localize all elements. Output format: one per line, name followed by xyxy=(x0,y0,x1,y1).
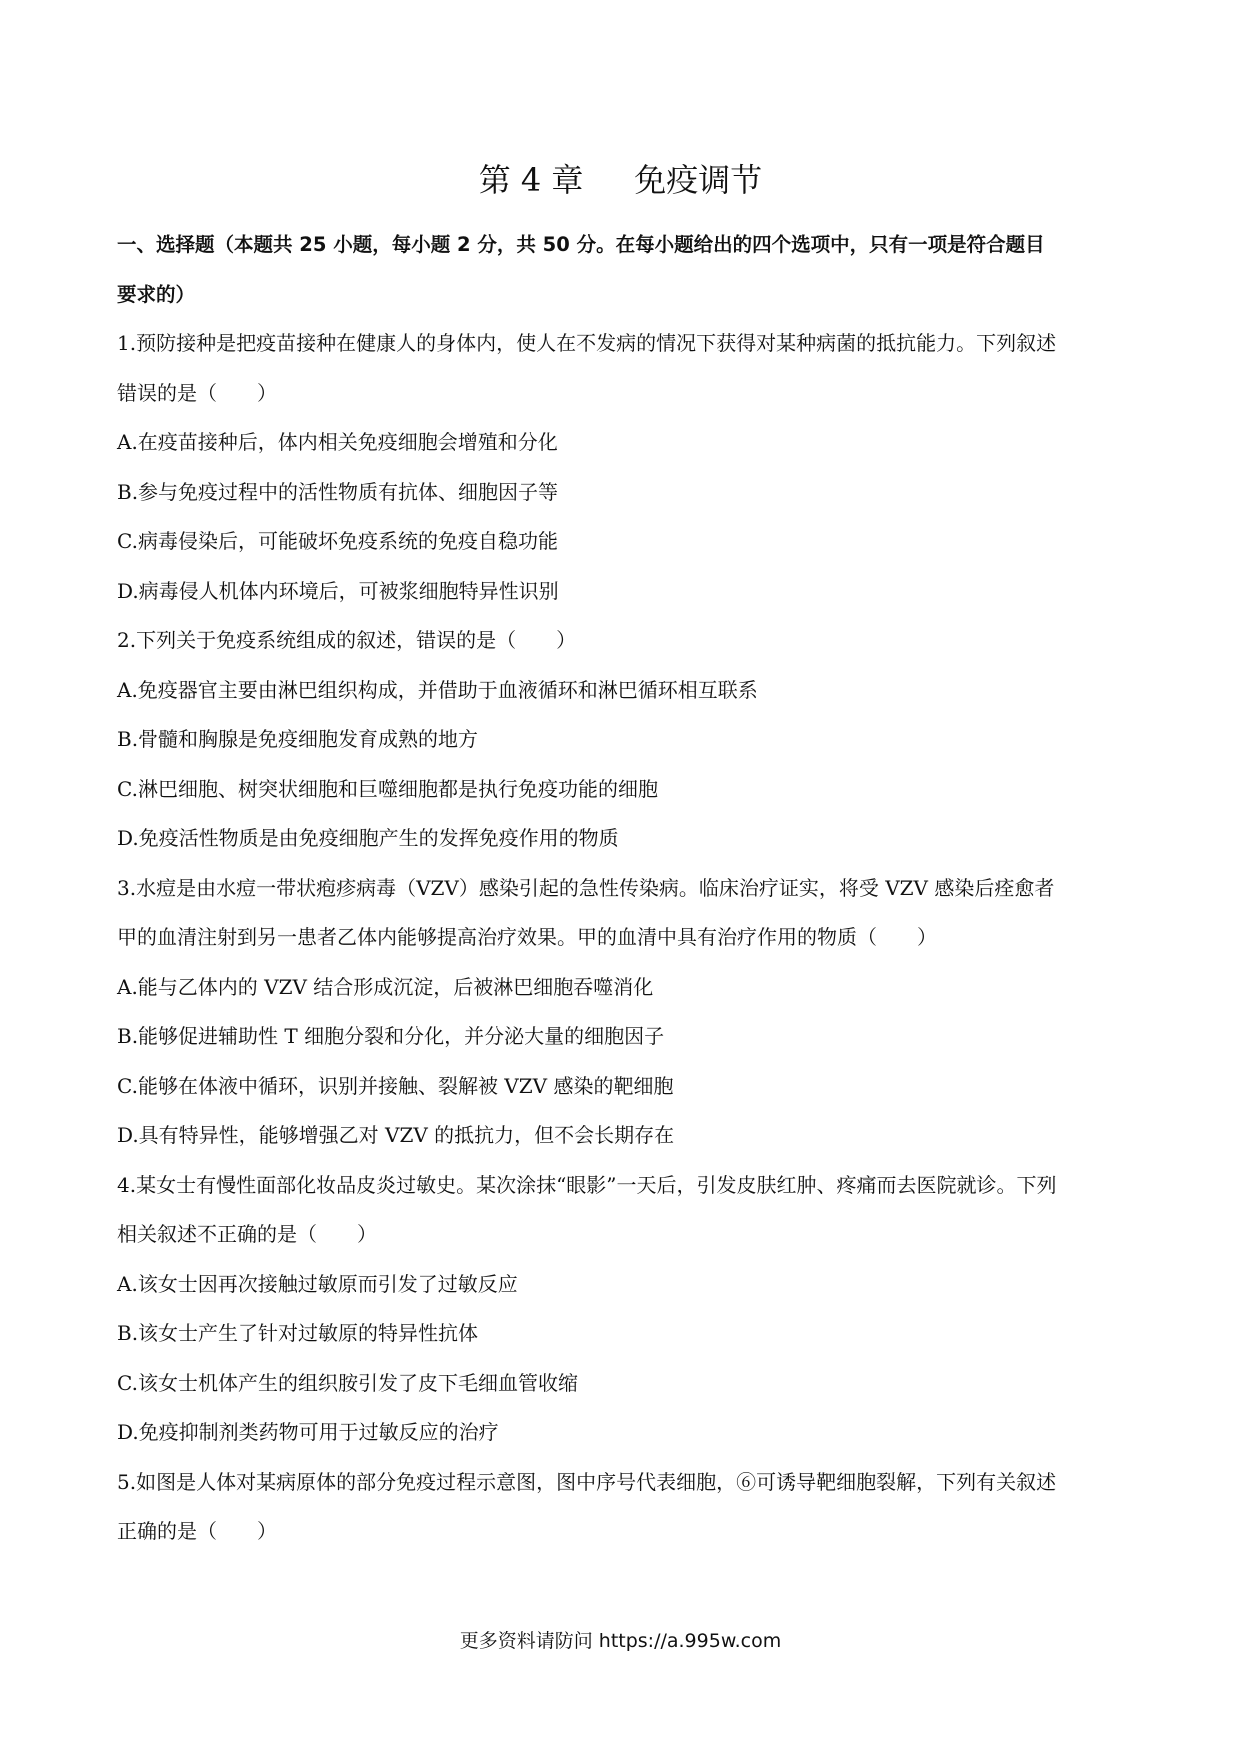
option-a: A.能与乙体内的 VZV 结合形成沉淀，后被淋巴细胞吞噬消化 xyxy=(117,974,654,999)
question-2 xyxy=(117,616,1127,864)
question-stem-line: 4.某女士有慢性面部化妆品皮炎过敏史。某次涂抹“眼影”一天后，引发皮肤红肿、疼痛而去医院就诊。下列 xyxy=(117,1172,1057,1197)
option-c: C.能够在体液中循环，识别并接触、裂解被 VZV 感染的靶细胞 xyxy=(117,1073,674,1098)
question-5 xyxy=(117,1458,1127,1557)
option-a: A.在疫苗接种后，体内相关免疫细胞会增殖和分化 xyxy=(117,430,558,454)
question-3 xyxy=(117,864,1127,1161)
option-d: D.免疫抑制剂类药物可用于过敏反应的治疗 xyxy=(117,1420,499,1444)
question-stem-line: 5.如图是人体对某病原体的部分免疫过程示意图，图中序号代表细胞，⑥可诱导靶细胞裂解，下列有关叙述 xyxy=(117,1469,1057,1494)
question-stem-line: 相关叙述不正确的是（ ） xyxy=(117,1222,377,1246)
option-b: B.参与免疫过程中的活性物质有抗体、细胞因子等 xyxy=(117,479,559,504)
option-c: C.病毒侵染后，可能破坏免疫系统的免疫自稳功能 xyxy=(117,529,558,553)
question-stem-line: 错误的是（ ） xyxy=(117,380,277,405)
footer-link-text: 更多资料请防问 https://a.995w.com xyxy=(459,1630,782,1652)
option-c: C.该女士机体产生的组织胺引发了皮下毛细血管收缩 xyxy=(117,1370,578,1395)
question-stem-line: 3.水痘是由水痘一带状疱疹病毒（VZV）感染引起的急性传染病。临床治疗证实，将受 VZV 感染后痊愈者 xyxy=(117,875,1055,900)
option-a: A.免疫器官主要由淋巴组织构成，并借助于血液循环和淋巴循环相互联系 xyxy=(117,677,758,702)
question-4 xyxy=(117,1161,1127,1458)
question-stem-line: 2.下列关于免疫系统组成的叙述，错误的是（ ） xyxy=(117,628,577,652)
section-heading xyxy=(117,220,1127,319)
option-a: A.该女士因再次接触过敏原而引发了过敏反应 xyxy=(117,1271,518,1296)
question-stem-line: 甲的血清注射到另一患者乙体内能够提高治疗效果。甲的血清中具有治疗作用的物质（ ） xyxy=(117,925,937,949)
option-b: B.能够促进辅助性 T 细胞分裂和分化，并分泌大量的细胞因子 xyxy=(117,1024,665,1048)
document-content xyxy=(117,220,1127,1557)
option-b: B.该女士产生了针对过敏原的特异性抗体 xyxy=(117,1321,479,1345)
question-1 xyxy=(117,319,1127,616)
option-d: D.免疫活性物质是由免疫细胞产生的发挥免疫作用的物质 xyxy=(117,826,619,850)
section-heading-line: 一、选择题（本题共 25 小题，每小题 2 分，共 50 分。在每小题给出的四个选项中，只有一项是符合题目 xyxy=(117,233,1045,256)
question-stem-line: 正确的是（ ） xyxy=(117,1519,277,1543)
chapter-title: 第 4 章 免疫调节 xyxy=(478,161,763,199)
option-d: D.具有特异性，能够增强乙对 VZV 的抵抗力，但不会长期存在 xyxy=(117,1123,675,1147)
section-heading-line: 要求的） xyxy=(117,282,196,306)
option-d: D.病毒侵人机体内环境后，可被浆细胞特异性识别 xyxy=(117,578,559,603)
option-b: B.骨髓和胸腺是免疫细胞发育成熟的地方 xyxy=(117,727,479,751)
question-stem-line: 1.预防接种是把疫苗接种在健康人的身体内，使人在不发病的情况下获得对某种病菌的抵抗能力。下列叙述 xyxy=(117,331,1057,355)
option-c: C.淋巴细胞、树突状细胞和巨噬细胞都是执行免疫功能的细胞 xyxy=(117,776,658,801)
